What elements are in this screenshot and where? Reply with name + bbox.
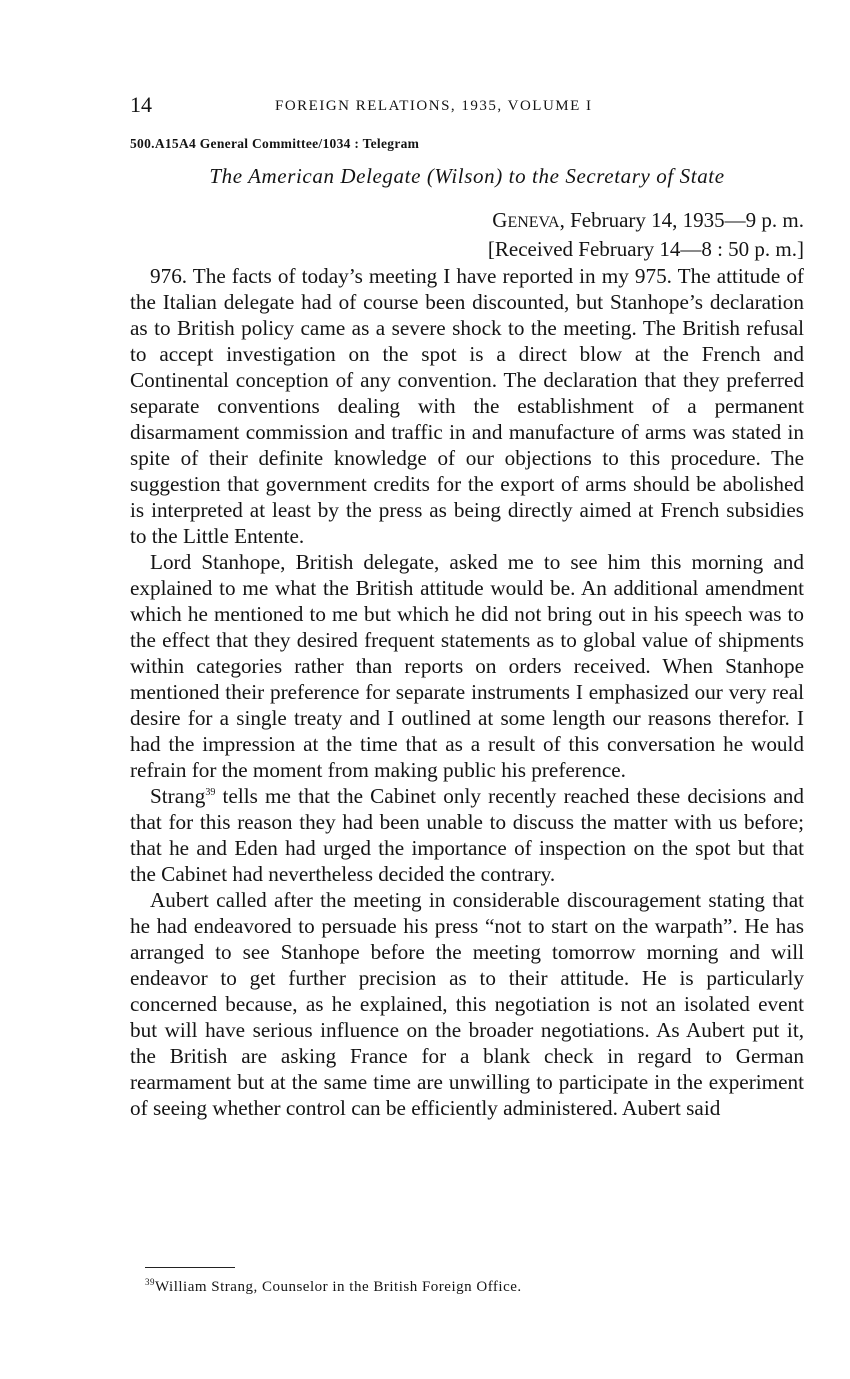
paragraph-3 [130,783,804,887]
running-head [130,92,804,122]
dateline-sent [130,207,804,236]
dateline [130,207,804,263]
footnote-divider [145,1267,235,1268]
paragraph-1: 976. The facts of today’s meeting I have reported in my 975. The attitude of the Italian delegate had of course been discounted, but Stanhope’s declaration as to British policy came as a severe shock to the meeting. The British refusal to accept investigation on the spot is a direct blow at the French and Continental conception of any convention. The declaration that they preferred separate conventions dealing with the establishment of a permanent disarmament commission and traffic in and manufacture of arms was stated in spite of their definite knowledge of our objections to this procedure. The suggestion that government credits for the export of arms should be abolished is interpreted at least by the press as being directly aimed at French subsidies to the Little Entente. [130,264,804,548]
paragraph-4: Aubert called after the meeting in considerable discouragement stating that he had endeavored to persuade his press “not to start on the warpath”. He has arranged to see Stanhope before the meeting tomorrow morning and will endeavor to get further precision as to their attitude. He is particularly concerned because, as he explained, this negotiation is not an isolated event but will have serious influence on the broader negotiations. As Aubert put it, the British are asking France for a blank check in regard to German rearmament but at the same time are unwilling to participate in the experiment of seeing whether control can be efficiently administered. Aubert said [130,888,804,1120]
footnote-text: William Strang, Counselor in the British Foreign Office. [155,1279,522,1295]
place-initial: G [492,208,508,232]
page-number: 14 [130,92,152,117]
sent-time: , February 14, 1935—9 p. m. [559,208,804,232]
place-rest: ENEVA [507,214,560,231]
paragraph-3-lead: Strang [150,784,206,808]
document-title: The American Delegate (Wilson) to the Secretary of State [209,164,725,188]
paragraph-2: Lord Stanhope, British delegate, asked me to see him this morning and explained to me what the British attitude would be. An additional amendment which he mentioned to me but which he did not bring out in his speech was to the effect that they desired frequent statements as to global value of shipments within categories rather than reports on orders received. When Stanhope mentioned their preference for separate instruments I emphasized our very real desire for a single treaty and I outlined at some length our reasons therefor. I had the impression at the time that as a result of this conversation he would refrain for the moment from making public his preference. [130,550,804,782]
telegram-body [130,263,804,1121]
file-reference: 500.A15A4 General Committee/1034 : Telegram [130,136,420,151]
footnote [145,1279,805,1296]
paragraph-3-rest: tells me that the Cabinet only recently reached these decisions and that for this reason they had been unable to discuss the matter with us before; that he and Eden had urged the importance of inspection on the spot but that the Cabinet had nevertheless decided the contrary. [130,784,804,886]
document-page [130,92,804,1121]
footnote-number: 39 [145,1277,155,1287]
running-title: FOREIGN RELATIONS, 1935, VOLUME I [275,98,593,114]
dateline-received: [Received February 14—8 : 50 p. m.] [487,237,804,261]
footnote-marker[interactable]: 39 [205,787,216,798]
